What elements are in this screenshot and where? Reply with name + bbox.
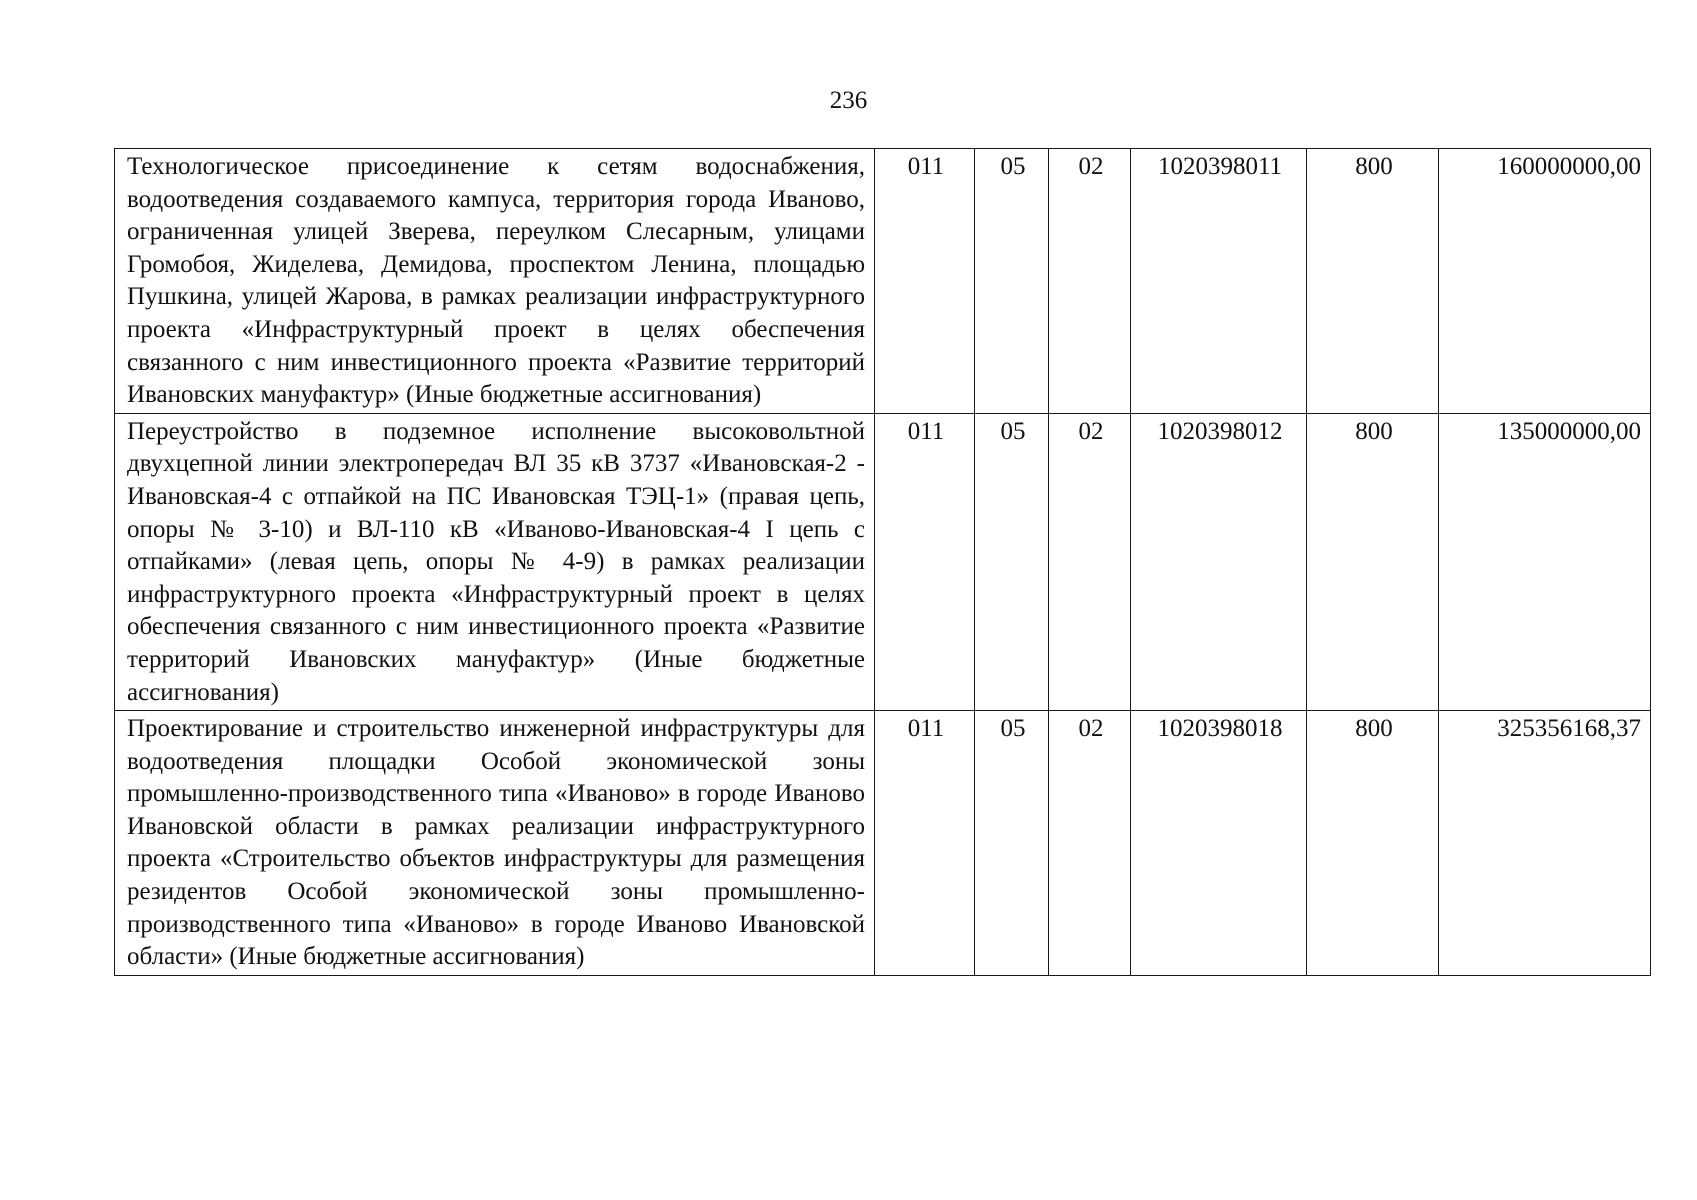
- ministry-code: 011: [875, 413, 975, 710]
- expense-description: Переустройство в подземное исполнение высоковольтной двухцепной линии электропередач ВЛ 35 кВ 3737 «Ивановская-2 - Ивановская-4 с отпайкой на ПС Ивановская ТЭЦ-1» (правая цепь, опоры № 3-10) и ВЛ-110 кВ «Иваново-Ивановская-4 I цепь с отпайками» (левая цепь, опоры № 4-9) в рамках реализации инфраструктурного проекта «Инфраструктурный проект в целях обеспечения связанного с ним инвестиционного проекта «Развитие территорий Ивановских мануфактур» (Иные бюджетные ассигнования): [115, 413, 875, 710]
- table-row: [115, 413, 1651, 710]
- ministry-code: 011: [875, 711, 975, 976]
- subsection-code: 02: [1049, 413, 1131, 710]
- expense-description: Проектирование и строительство инженерной инфраструктуры для водоотведения площадки Особой экономической зоны промышленно-производственного типа «Иваново» в городе Иваново Ивановской области в рамках реализации инфраструктурного проекта «Строительство объектов инфраструктуры для размещения резидентов Особой экономической зоны промышленно-производственного типа «Иваново» в городе Иваново Ивановской области» (Иные бюджетные ассигнования): [115, 711, 875, 976]
- target-article-code: 1020398012: [1131, 413, 1307, 710]
- amount: 325356168,37: [1439, 711, 1651, 976]
- section-code: 05: [975, 413, 1049, 710]
- target-article-code: 1020398018: [1131, 711, 1307, 976]
- table-row: [115, 149, 1651, 414]
- table-row: [115, 711, 1651, 976]
- target-article-code: 1020398011: [1131, 149, 1307, 414]
- expense-type-code: 800: [1307, 413, 1439, 710]
- subsection-code: 02: [1049, 711, 1131, 976]
- expense-description: Технологическое присоединение к сетям водоснабжения, водоотведения создаваемого кампуса, территория города Иваново, ограниченная улицей Зверева, переулком Слесарным, улицами Громобоя, Жиделева, Демидова, проспектом Ленина, площадью Пушкина, улицей Жарова, в рамках реализации инфраструктурного проекта «Инфраструктурный проект в целях обеспечения связанного с ним инвестиционного проекта «Развитие территорий Ивановских мануфактур» (Иные бюджетные ассигнования): [115, 149, 875, 414]
- amount: 135000000,00: [1439, 413, 1651, 710]
- expense-type-code: 800: [1307, 711, 1439, 976]
- amount: 160000000,00: [1439, 149, 1651, 414]
- section-code: 05: [975, 711, 1049, 976]
- budget-table: [114, 148, 1651, 976]
- subsection-code: 02: [1049, 149, 1131, 414]
- section-code: 05: [975, 149, 1049, 414]
- page-number: 236: [829, 87, 868, 114]
- ministry-code: 011: [875, 149, 975, 414]
- expense-type-code: 800: [1307, 149, 1439, 414]
